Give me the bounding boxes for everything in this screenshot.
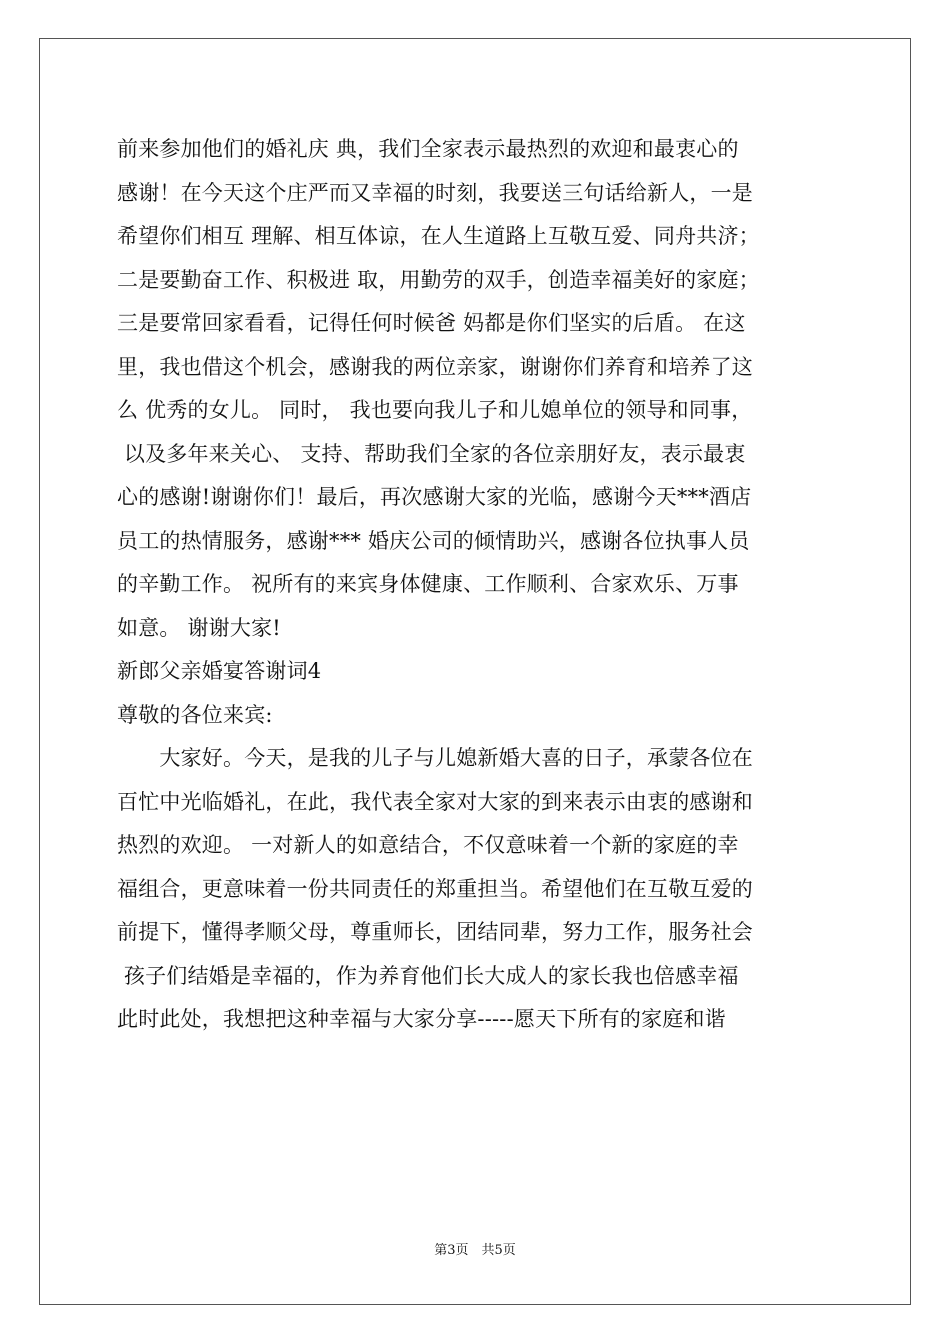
salutation: 尊敬的各位来宾: (117, 702, 273, 727)
text-line-12: 如意。 谢谢大家! (117, 615, 281, 640)
text-line-11: 的辛勤工作。 祝所有的来宾身体健康、工作顺利、合家欢乐、万事 (117, 572, 739, 596)
text-line-9: 心的感谢!谢谢你们！最后，再次感谢大家的光临，感谢今天***酒店 (117, 485, 752, 509)
section-heading: 新郎父亲婚宴答谢词4 (117, 659, 322, 683)
document-body (117, 128, 837, 1042)
text-line-3: 希望你们相互 理解、相互体谅，在人生道路上互敬互爱、同舟共济； (117, 224, 760, 248)
text-line-16: 百忙中光临婚礼，在此，我代表全家对大家的到来表示由衷的感谢和 (117, 789, 753, 814)
text-line-4: 二是要勤奋工作、积极进 取，用勤劳的双手，创造幸福美好的家庭； (117, 267, 760, 292)
text-line-8: 以及多年来关心、 支持、帮助我们全家的各位亲朋好友，表示最衷 (117, 441, 746, 466)
text-line-7: 么 优秀的女儿。 同时， 我也要向我儿子和儿媳单位的领导和同事， (117, 398, 753, 422)
page-number-footer: 第3页 共5页 (434, 1243, 516, 1258)
text-line-19: 前提下，懂得孝顺父母，尊重师长，团结同辈，努力工作，服务社会 (117, 920, 753, 944)
text-line-10: 员工的热情服务，感谢*** 婚庆公司的倾情助兴，感谢各位执事人员 (117, 528, 750, 553)
text-line-2: 感谢！在今天这个庄严而又幸福的时刻，我要送三句话给新人，一是 (117, 180, 753, 205)
text-line-1: 前来参加他们的婚礼庆 典，我们全家表示最热烈的欢迎和最衷心的 (117, 137, 739, 161)
text-line-21: 此时此处，我想把这种幸福与大家分享-----愿天下所有的家庭和谐 (117, 1007, 726, 1031)
text-line-17: 热烈的欢迎。 一对新人的如意结合，不仅意味着一个新的家庭的幸 (117, 833, 739, 857)
text-line-18: 福组合，更意味着一份共同责任的郑重担当。希望他们在互敬互爱的 (117, 876, 753, 901)
text-line-15: 大家好。今天，是我的儿子与儿媳新婚大喜的日子，承蒙各位在 (117, 746, 753, 770)
text-line-5: 三是要常回家看看，记得任何时候爸 妈都是你们坚实的后盾。 在这 (117, 311, 746, 335)
text-line-20: 孩子们结婚是幸福的，作为养育他们长大成人的家长我也倍感幸福 (117, 963, 739, 988)
text-line-6: 里，我也借这个机会，感谢我的两位亲家，谢谢你们养育和培养了这 (117, 354, 753, 379)
